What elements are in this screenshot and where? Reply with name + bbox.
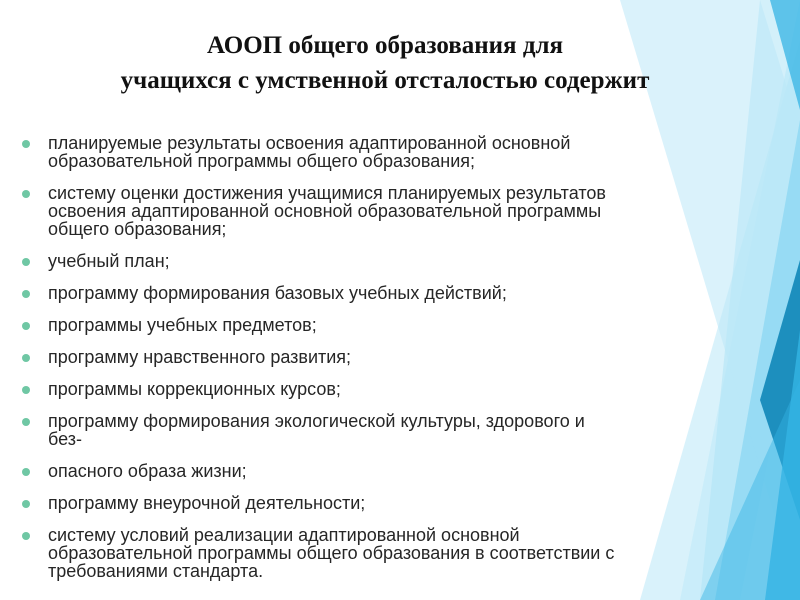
list-item-text: программу формирования базовых учебных действий; [48, 283, 507, 303]
list-item [18, 462, 718, 480]
list-item-text: программы учебных предметов; [48, 315, 317, 335]
bullet-dot-icon [22, 140, 30, 148]
bullet-dot-icon [22, 190, 30, 198]
slide-title-line: АООП общего образования для [206, 32, 564, 59]
bullet-dot-icon [22, 386, 30, 394]
bullet-dot-icon [22, 354, 30, 362]
bullet-dot-icon [22, 532, 30, 540]
bullet-dot-icon [22, 322, 30, 330]
list-item-text: учебный план; [48, 251, 170, 271]
list-item-text: программу формирования экологической культуры, здорового и без- [48, 411, 585, 449]
slide-title [30, 28, 740, 98]
list-item [18, 284, 718, 302]
list-item-text: программы коррекционных курсов; [48, 379, 341, 399]
list-item [18, 526, 718, 580]
list-item-text: планируемые результаты освоения адаптированной основной образовательной программы общего образования; [48, 133, 571, 171]
bullet-dot-icon [22, 468, 30, 476]
list-item [18, 252, 718, 270]
list-item-text: программу внеурочной деятельности; [48, 493, 366, 513]
list-item [18, 412, 718, 448]
bullet-dot-icon [22, 258, 30, 266]
bullet-dot-icon [22, 418, 30, 426]
list-item-text: систему условий реализации адаптированной основной образовательной программы общего образования в соответствии с требованиями стандарта. [48, 525, 615, 581]
list-item [18, 134, 718, 170]
bullet-dot-icon [22, 500, 30, 508]
list-item [18, 494, 718, 512]
list-item [18, 316, 718, 334]
list-item-text: систему оценки достижения учащимися планируемых результатов освоения адаптированной основной образовательной программы общего образования; [48, 183, 606, 239]
list-item [18, 184, 718, 238]
bullet-dot-icon [22, 290, 30, 298]
slide-title-line: учащихся с умственной отсталостью содержит [120, 67, 650, 94]
list-item [18, 380, 718, 398]
list-item-text: программу нравственного развития; [48, 347, 352, 367]
list-item-text: опасного образа жизни; [48, 461, 247, 481]
list-item [18, 348, 718, 366]
bullet-list [18, 134, 718, 594]
